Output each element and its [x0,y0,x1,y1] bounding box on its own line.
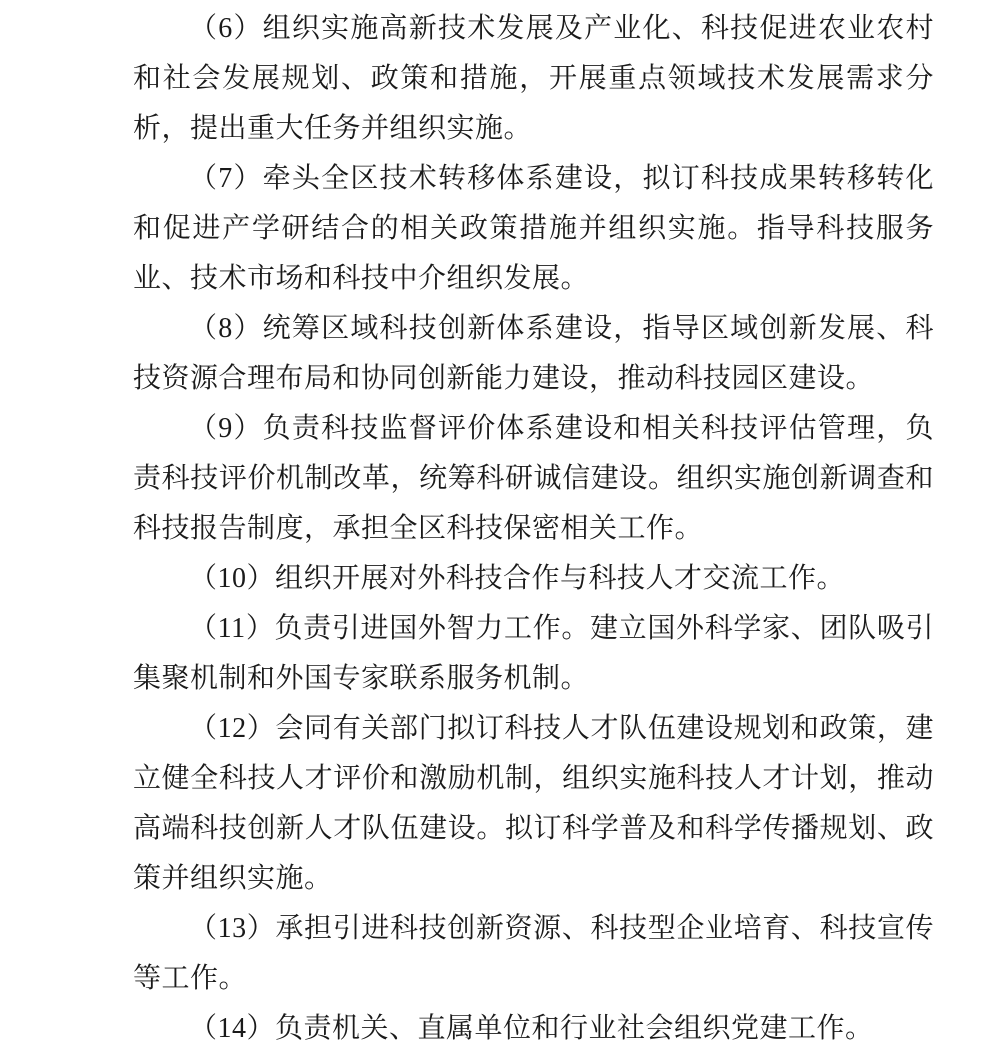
paragraph-item-11: （11）负责引进国外智力工作。建立国外科学家、团队吸引集聚机制和外国专家联系服务机制。 [133,613,934,694]
paragraph-item-13: （13）承担引进科技创新资源、科技型企业培育、科技宣传等工作。 [133,913,934,994]
paragraph-item-9: （9）负责科技监督评价体系建设和相关科技评估管理，负责科技评价机制改革，统筹科研诚信建设。组织实施创新调查和科技报告制度，承担全区科技保密相关工作。 [133,413,934,544]
paragraph-item-14: （14）负责机关、直属单位和行业社会组织党建工作。 [189,1013,874,1044]
paragraph-item-8: （8）统筹区域科技创新体系建设，指导区域创新发展、科技资源合理布局和协同创新能力建设，推动科技园区建设。 [133,313,934,394]
document-body [133,4,934,1054]
paragraph-item-12: （12）会同有关部门拟订科技人才队伍建设规划和政策，建立健全科技人才评价和激励机制，组织实施科技人才计划，推动高端科技创新人才队伍建设。拟订科学普及和科学传播规划、政策并组织实施。 [133,713,934,894]
paragraph-item-6: （6）组织实施高新技术发展及产业化、科技促进农业农村和社会发展规划、政策和措施，开展重点领域技术发展需求分析，提出重大任务并组织实施。 [133,13,934,144]
paragraph-item-7: （7）牵头全区技术转移体系建设，拟订科技成果转移转化和促进产学研结合的相关政策措施并组织实施。指导科技服务业、技术市场和科技中介组织发展。 [133,163,934,294]
paragraph-item-10: （10）组织开展对外科技合作与科技人才交流工作。 [189,563,846,594]
